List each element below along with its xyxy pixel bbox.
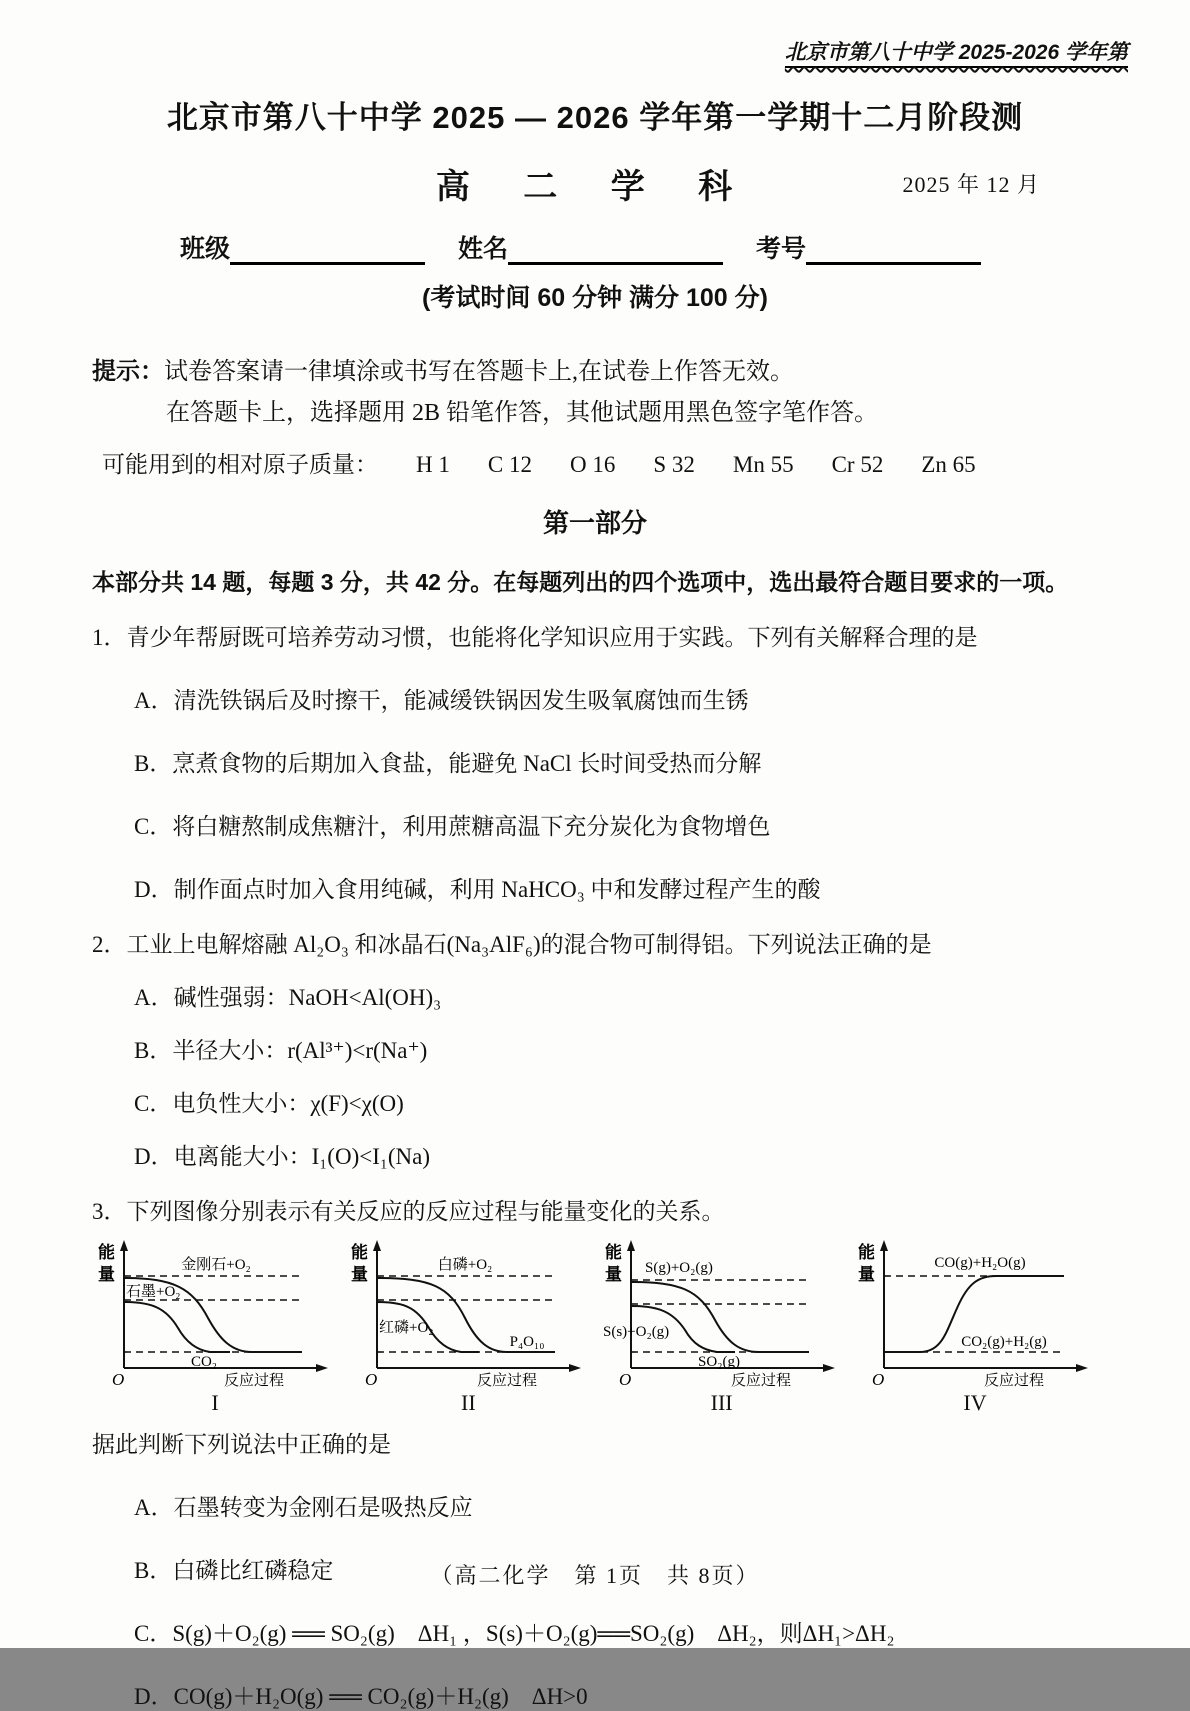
mass-H: H 1 <box>416 451 450 477</box>
curve-s-gas <box>631 1282 809 1352</box>
q1-option-b-text: 烹煮食物的后期加入食盐，能避免 NaCl 长时间受热而分解 <box>172 750 762 776</box>
x-axis-label: 反应过程 <box>223 1372 285 1389</box>
energy-diagram-2-svg <box>347 1236 589 1388</box>
q2-option-c-label: C． <box>134 1090 173 1116</box>
q3-option-c-label: C． <box>134 1620 173 1646</box>
energy-diagram-4 <box>854 1236 1096 1416</box>
q2-option-a-label: A． <box>134 984 174 1010</box>
q2-option-b-text: 半径大小：r(Al³⁺)<r(Na⁺) <box>172 1037 428 1063</box>
q1-option-a-label: A． <box>134 687 174 713</box>
y-axis-label-3b: 量 <box>604 1264 622 1284</box>
label-co2-h2: CO₂(g)+H₂(g) <box>961 1333 1047 1350</box>
question-3-text: 下列图像分别表示有关反应的反应过程与能量变化的关系。 <box>126 1198 725 1224</box>
q3-option-c <box>134 1615 1098 1648</box>
q1-option-a-text: 清洗铁锅后及时擦干，能减缓铁锅因发生吸氧腐蚀而生锈 <box>173 687 749 713</box>
q2-option-d <box>134 1138 1098 1171</box>
label-diamond: 金刚石+O₂ <box>181 1256 251 1273</box>
part-intro: 本部分共 14 题，每题 3 分，共 42 分。在每题列出的四个选项中，选出最符合题目要求的一项。 <box>92 568 1069 595</box>
q3-option-b-text: 白磷比红磷稳定 <box>172 1557 334 1583</box>
page-footer: （高二化学 第 1页 共 8页） <box>430 1563 760 1588</box>
notice-line-1 <box>92 352 1098 393</box>
energy-diagram-2 <box>347 1236 589 1416</box>
subject-title: 高 二 学 科 <box>435 168 755 206</box>
x-axis-label: 反应过程 <box>730 1372 791 1389</box>
question-1-options <box>92 682 1098 904</box>
question-1-number: 1． <box>92 624 127 650</box>
diagram-2-numeral: II <box>461 1389 476 1415</box>
x-axis-arrow <box>1076 1364 1088 1372</box>
label-co2: CO₂ <box>190 1353 218 1370</box>
q2-option-d-label: D． <box>134 1143 174 1169</box>
y-axis-arrow <box>627 1240 635 1251</box>
q1-option-d-text: 制作面点时加入食用纯碱，利用 NaHCO₃ 中和发酵过程产生的酸 <box>173 876 821 902</box>
diagram-1-numeral: I <box>211 1389 219 1415</box>
y-axis-label-4a: 能 <box>857 1242 875 1262</box>
q3-option-a-label: A． <box>134 1494 174 1520</box>
question-2-stem <box>92 926 1098 959</box>
notice <box>92 352 1098 434</box>
subject-row <box>92 159 1098 206</box>
part-title: 第一部分 <box>542 507 647 538</box>
q3-option-d-text: CO(g)＋H₂O(g) ══ CO₂(g)＋H₂(g) ΔH>0 <box>173 1683 588 1709</box>
energy-diagram-1-svg <box>94 1236 336 1388</box>
question-3 <box>92 1193 1098 1711</box>
q2-option-a-text: 碱性强弱：NaOH<Al(OH)₃ <box>173 984 442 1010</box>
q2-option-b-label: B． <box>134 1037 173 1063</box>
q3-option-c-text: S(g)＋O₂(g) ══ SO₂(g) ΔH₁ ，S(s)＋O₂(g)══SO₂(g) ΔH₂，则ΔH₁>ΔH₂ <box>172 1620 895 1646</box>
mass-Cr: Cr 52 <box>831 451 884 477</box>
origin-label: O <box>112 1369 125 1389</box>
examno-blank <box>806 237 981 265</box>
q3-option-a-text: 石墨转变为金刚石是吸热反应 <box>173 1494 473 1520</box>
energy-diagram-3 <box>601 1236 843 1416</box>
x-axis-arrow <box>569 1364 581 1372</box>
y-axis-arrow <box>120 1240 128 1251</box>
x-axis-label: 反应过程 <box>983 1372 1044 1389</box>
question-2-number: 2． <box>92 931 127 957</box>
diagram-4-numeral: IV <box>963 1389 987 1415</box>
header-note <box>92 36 1128 66</box>
q3-option-d <box>134 1678 1098 1711</box>
y-axis-label-1a: 能 <box>98 1242 115 1262</box>
question-1-text: 青少年帮厨既可培养劳动习惯，也能将化学知识应用于实践。下列有关解释合理的是 <box>126 624 978 650</box>
atomic-mass-line <box>92 446 1098 479</box>
y-axis-label-3a: 能 <box>604 1242 622 1262</box>
mass-S: S 32 <box>653 451 695 477</box>
q2-option-d-text: 电离能大小：I₁(O)<I₁(Na) <box>173 1143 431 1169</box>
question-1-stem <box>92 619 1098 652</box>
y-axis-arrow <box>373 1240 381 1251</box>
q2-option-a <box>134 979 1098 1012</box>
label-red-p: 红磷+O₂ <box>379 1319 434 1336</box>
question-2 <box>92 926 1098 1171</box>
page-title: 北京市第八十中学 2025 — 2026 学年第一学期十二月阶段测 <box>166 100 1024 135</box>
q1-option-b-label: B． <box>134 750 173 776</box>
examno-label: 考号 <box>755 235 806 263</box>
y-axis-label-4b: 量 <box>857 1264 875 1284</box>
q1-option-c <box>134 808 1098 841</box>
q1-option-a <box>134 682 1098 715</box>
atomic-label: 可能用到的相对原子质量： <box>102 451 378 477</box>
q3-option-a <box>134 1489 1098 1522</box>
energy-diagrams <box>92 1236 1098 1416</box>
label-s-solid: S(s)+O₂(g) <box>602 1323 669 1340</box>
y-axis-arrow <box>880 1240 888 1251</box>
mass-Mn: Mn 55 <box>732 451 794 477</box>
class-blank <box>230 237 425 265</box>
q2-option-c <box>134 1085 1098 1118</box>
q3-option-d-label: D． <box>134 1683 174 1709</box>
q1-option-b <box>134 745 1098 778</box>
notice-line-2: 在答题卡上，选择题用 2B 铅笔作答，其他试题用黑色签字笔作答。 <box>166 399 879 426</box>
label-graphite: 石墨+O₂ <box>126 1283 181 1300</box>
student-fields <box>92 229 1098 265</box>
y-axis-label-2a: 能 <box>351 1242 369 1262</box>
name-label: 姓名 <box>457 235 508 263</box>
q1-option-c-label: C． <box>134 813 173 839</box>
label-s-gas: S(g)+O₂(g) <box>644 1259 713 1276</box>
energy-diagram-4-svg <box>854 1236 1096 1388</box>
exam-date: 2025 年 12 月 <box>902 172 1040 197</box>
x-axis-arrow <box>823 1364 835 1372</box>
mass-Zn: Zn 65 <box>921 451 976 477</box>
name-blank <box>508 237 723 265</box>
question-3-number: 3． <box>92 1198 127 1224</box>
question-3-judge: 据此判断下列说法中正确的是 <box>92 1431 391 1457</box>
question-2-text: 工业上电解熔融 Al₂O₃ 和冰晶石(Na₃AlF₆)的混合物可制得铝。下列说法正确的是 <box>126 931 932 957</box>
x-axis-arrow <box>316 1364 328 1372</box>
origin-label: O <box>871 1369 885 1389</box>
exam-info: (考试时间 60 分钟 满分 100 分) <box>422 284 768 312</box>
label-white-p: 白磷+O₂ <box>438 1256 493 1273</box>
question-2-options <box>92 979 1098 1171</box>
class-label: 班级 <box>180 235 231 263</box>
diagram-3-numeral: III <box>710 1389 733 1415</box>
header-note-text: 北京市第八十中学 2025-2026 学年第 <box>785 41 1128 68</box>
energy-diagram-1 <box>94 1236 336 1416</box>
mass-C: C 12 <box>487 451 532 477</box>
notice-text-1: 试卷答案请一律填涂或书写在答题卡上,在试卷上作答无效。 <box>164 359 794 385</box>
label-co-h2o: CO(g)+H₂O(g) <box>934 1254 1026 1271</box>
label-so2: SO₂(g) <box>697 1353 740 1370</box>
origin-label: O <box>618 1369 631 1389</box>
origin-label: O <box>365 1369 378 1389</box>
q2-option-c-text: 电负性大小：χ(F)<χ(O) <box>172 1090 404 1116</box>
y-axis-label-1b: 量 <box>98 1264 115 1284</box>
mass-O: O 16 <box>569 451 616 477</box>
question-3-options <box>92 1489 1098 1711</box>
q1-option-d-label: D． <box>134 876 174 902</box>
x-axis-label: 反应过程 <box>477 1372 538 1389</box>
y-axis-label-2b: 量 <box>351 1264 369 1284</box>
notice-label: 提示： <box>92 358 164 385</box>
energy-diagram-3-svg <box>601 1236 843 1388</box>
q1-option-c-text: 将白糖熬制成焦糖汁，利用蔗糖高温下充分炭化为食物增色 <box>172 813 771 839</box>
q1-option-d <box>134 871 1098 904</box>
q3-option-b-label: B． <box>134 1557 173 1583</box>
q2-option-b <box>134 1032 1098 1065</box>
question-3-stem <box>92 1193 1098 1226</box>
question-1 <box>92 619 1098 904</box>
label-p4o10: P₄O₁₀ <box>509 1333 545 1350</box>
